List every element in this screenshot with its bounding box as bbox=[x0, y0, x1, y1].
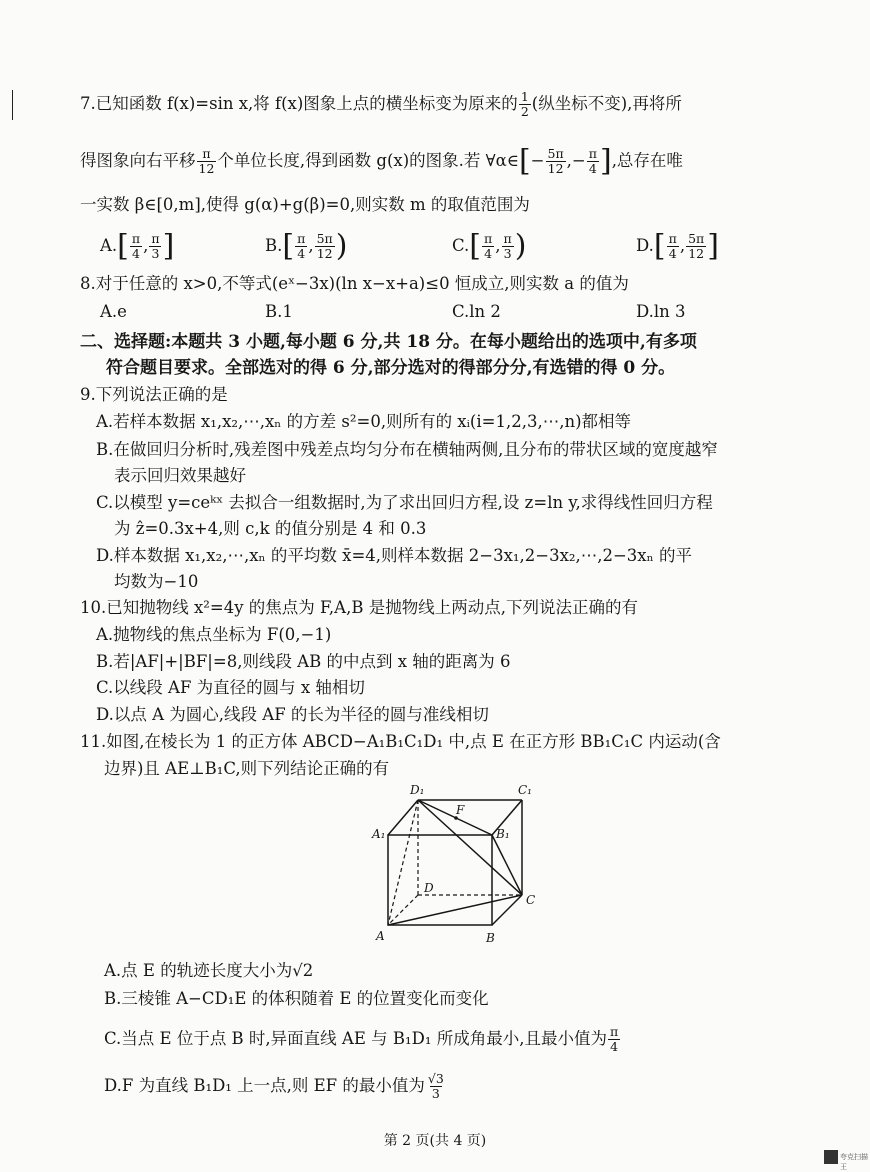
option-text: C.当点 E 位于点 B 时,异面直线 AE 与 B₁D₁ 所成角最小,且最小值为 bbox=[104, 1029, 607, 1048]
frac bbox=[501, 232, 513, 261]
label-b: B bbox=[486, 931, 495, 945]
q9-stem: 9.下列说法正确的是 bbox=[80, 385, 228, 404]
interval-open: [ bbox=[117, 228, 129, 264]
frac-den: 4 bbox=[132, 246, 140, 261]
frac-den: 4 bbox=[668, 246, 677, 261]
frac-num: π bbox=[202, 146, 211, 161]
frac bbox=[130, 232, 142, 261]
interval-open: [ bbox=[282, 228, 295, 264]
q7-option-a: A.[ $\frac{\pi}{4}$ , $\frac{\pi}{3}$ ] bbox=[100, 228, 175, 264]
front-face bbox=[388, 835, 492, 925]
label-c1: C₁ bbox=[518, 783, 532, 797]
frac bbox=[315, 232, 335, 261]
q7-option-d: D.[ $\frac{\pi}{4}$ , $\frac{5\pi}{12}$ ] bbox=[636, 228, 719, 264]
label-d: D bbox=[424, 881, 434, 895]
interval-close: ] bbox=[599, 143, 612, 179]
margin-mark bbox=[12, 90, 13, 120]
interval-close: ] bbox=[162, 228, 175, 264]
option-label: C. bbox=[452, 236, 470, 255]
label-a: A bbox=[376, 929, 385, 943]
frac-num: π bbox=[484, 231, 493, 246]
option-label: D. bbox=[636, 236, 654, 255]
label-d1: D₁ bbox=[410, 783, 425, 797]
frac-num: 1 bbox=[520, 89, 529, 104]
frac bbox=[295, 232, 307, 261]
option-text: D.F 为直线 B₁D₁ 上一点,则 EF 的最小值为 bbox=[104, 1076, 425, 1095]
q7-text: (纵坐标不变),再将所 bbox=[531, 94, 682, 113]
edge-c-b bbox=[492, 895, 522, 925]
q9-option-d-line1: D.样本数据 x₁,x₂,⋯,xₙ 的平均数 x̄=4,则样本数据 2−3x₁,2−3x₂,⋯,2−3xₙ 的平 bbox=[96, 546, 692, 565]
frac-num: π bbox=[588, 146, 597, 161]
label-f: F bbox=[456, 803, 465, 817]
frac-den: 12 bbox=[688, 246, 705, 261]
interval-open: [ bbox=[518, 143, 531, 179]
frac bbox=[667, 232, 679, 261]
q7-text: 7.已知函数 f(x)=sin x,将 f(x)图象上点的横坐标变为原来的 bbox=[80, 94, 518, 113]
q10-option-a: A.抛物线的焦点坐标为 F(0,−1) bbox=[96, 625, 332, 644]
interval-start bbox=[546, 147, 566, 176]
frac-num: 5π bbox=[316, 231, 333, 246]
frac-den: 12 bbox=[316, 246, 333, 261]
segment-d1-a bbox=[388, 800, 418, 925]
q8-option-c: C.ln 2 bbox=[452, 302, 501, 321]
frac bbox=[426, 1072, 446, 1101]
frac-den: 4 bbox=[610, 1039, 619, 1054]
interval-end bbox=[587, 147, 599, 176]
q10-option-c: C.以线段 AF 为直径的圆与 x 轴相切 bbox=[96, 678, 365, 697]
frac-num: π bbox=[297, 231, 306, 246]
cube-figure bbox=[360, 780, 550, 950]
label-c: C bbox=[526, 893, 536, 907]
section-heading-line2: 符合题目要求。全部选对的得 6 分,部分选对的得部分分,有选错的得 0 分。 bbox=[106, 358, 676, 378]
q7-text: 个单位长度,得到函数 g(x)的图象.若 ∀α∈ bbox=[217, 151, 519, 170]
q11-option-b: B.三棱锥 A−CD₁E 的体积随着 E 的位置变化而变化 bbox=[104, 989, 489, 1008]
frac-num: π bbox=[609, 1024, 619, 1039]
q11-stem-line1: 11.如图,在棱长为 1 的正方体 ABCD−A₁B₁C₁D₁ 中,点 E 在正方形 BB₁C₁C 内运动(含 bbox=[80, 732, 721, 751]
q7-text: 得图象向右平移 bbox=[80, 151, 196, 170]
option-label: A. bbox=[100, 236, 118, 255]
frac-num: π bbox=[668, 231, 677, 246]
q9-option-c-line1: C.以模型 y=ceᵏˣ 去拟合一组数据时,为了求出回归方程,设 z=ln y,求得线性回归方程 bbox=[96, 493, 713, 512]
interval-open: [ bbox=[469, 228, 482, 264]
q8-option-d: D.ln 3 bbox=[636, 302, 686, 321]
frac-den: 12 bbox=[198, 161, 215, 176]
page-footer: 第 2 页(共 4 页) bbox=[383, 1133, 487, 1149]
frac bbox=[482, 232, 494, 261]
q7-line3: 一实数 β∈[0,m],使得 g(α)+g(β)=0,则实数 m 的取值范围为 bbox=[80, 195, 530, 214]
q9-option-d-line2: 均数为−10 bbox=[114, 572, 199, 591]
q9-option-a: A.若样本数据 x₁,x₂,⋯,xₙ 的方差 s²=0,则所有的 xᵢ(i=1,2,3,⋯,n)都相等 bbox=[96, 412, 632, 431]
frac-den: 4 bbox=[297, 246, 306, 261]
q8-option-b: B.1 bbox=[265, 302, 293, 321]
frac-den: 3 bbox=[503, 246, 512, 261]
edge-a1-d1 bbox=[388, 800, 418, 835]
interval-close: ) bbox=[335, 228, 348, 264]
q11-option-c bbox=[104, 1025, 621, 1054]
section-heading-line1: 二、选择题:本题共 3 小题,每小题 6 分,共 18 分。在每小题给出的选项中,有多项 bbox=[80, 332, 697, 352]
frac bbox=[149, 232, 161, 261]
q7-option-b: B.[ $\frac{\pi}{4}$ , $\frac{5\pi}{12}$ ) bbox=[265, 228, 348, 264]
frac bbox=[608, 1025, 620, 1054]
q10-stem: 10.已知抛物线 x²=4y 的焦点为 F,A,B 是抛物线上两动点,下列说法正确的有 bbox=[80, 598, 638, 617]
q7-option-c: C.[ $\frac{\pi}{4}$ , $\frac{\pi}{3}$ ) bbox=[452, 228, 527, 264]
frac-den: 4 bbox=[484, 246, 493, 261]
scanner-watermark: 夸克扫描王 bbox=[840, 1153, 868, 1171]
frac bbox=[686, 232, 706, 261]
frac-num: 5π bbox=[547, 146, 564, 161]
frac-num: √3 bbox=[427, 1071, 444, 1086]
segment-b1-c bbox=[492, 835, 522, 895]
edge-d-a bbox=[388, 895, 418, 925]
q9-option-b-line1: B.在做回归分析时,残差图中残差点均匀分布在横轴两侧,且分布的带状区域的宽度越窄 bbox=[96, 440, 718, 459]
interval-close: ] bbox=[707, 228, 719, 264]
segment-a-c bbox=[388, 895, 522, 925]
frac-num: π bbox=[131, 231, 141, 246]
q7-fraction bbox=[519, 90, 531, 119]
frac-den: 12 bbox=[547, 161, 564, 176]
q11-option-a: A.点 E 的轨迹长度大小为√2 bbox=[104, 961, 314, 980]
q10-option-d: D.以点 A 为圆心,线段 AF 的长为半径的圆与准线相切 bbox=[96, 705, 489, 724]
frac-num: π bbox=[151, 231, 160, 246]
qr-code-icon bbox=[824, 1150, 838, 1164]
frac-den: 3 bbox=[431, 1086, 440, 1101]
frac-num: 5π bbox=[688, 231, 705, 246]
q7-fraction bbox=[197, 147, 217, 176]
label-b1: B₁ bbox=[496, 827, 510, 841]
q11-option-d bbox=[104, 1072, 447, 1101]
frac-den: 2 bbox=[520, 104, 529, 119]
frac-num: π bbox=[503, 231, 512, 246]
interval-close: ) bbox=[514, 228, 527, 264]
interval-open: [ bbox=[653, 228, 666, 264]
label-a1: A₁ bbox=[372, 827, 386, 841]
q7-text: ,总存在唯 bbox=[611, 151, 683, 170]
q10-option-b: B.若|AF|+|BF|=8,则线段 AB 的中点到 x 轴的距离为 6 bbox=[96, 652, 511, 671]
frac-den: 3 bbox=[151, 246, 160, 261]
q11-stem-line2: 边界)且 AE⊥B₁C,则下列结论正确的有 bbox=[104, 759, 390, 778]
q7-line2: 得图象向右平移 $\frac{\pi}{12}$ 个单位长度,得到函数 g(x)的图象.若 ∀α∈[− $\frac{5\pi}{12}$ ,− $\frac{\pi}{4}$ ],总存在唯 bbox=[80, 143, 683, 179]
frac-den: 4 bbox=[588, 161, 597, 176]
q8-option-a: A.e bbox=[100, 302, 127, 321]
q9-option-c-line2: 为 ẑ=0.3x+4,则 c,k 的值分别是 4 和 0.3 bbox=[114, 519, 427, 538]
q7-line1 bbox=[80, 90, 682, 119]
q8-stem: 8.对于任意的 x>0,不等式(eˣ−3x)(ln x−x+a)≤0 恒成立,则实数 a 的值为 bbox=[80, 274, 629, 293]
q9-option-b-line2: 表示回归效果越好 bbox=[114, 466, 246, 485]
option-label: B. bbox=[265, 236, 283, 255]
